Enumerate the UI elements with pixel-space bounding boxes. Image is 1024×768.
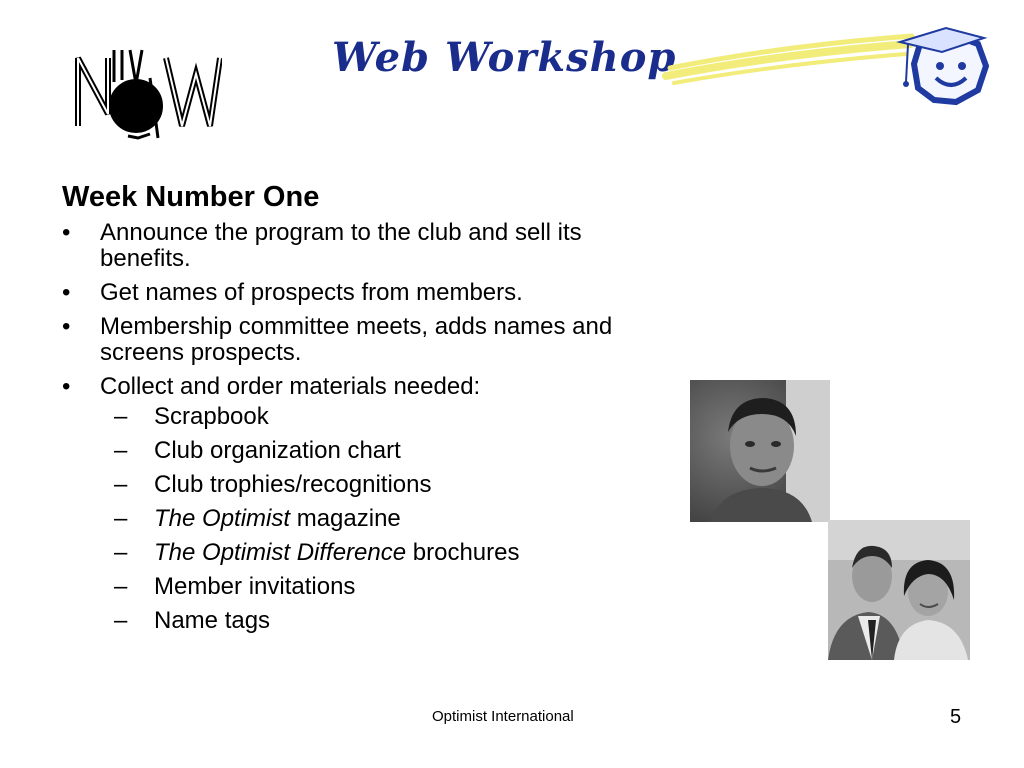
bullet-item [62, 314, 662, 366]
sub-item [100, 608, 662, 634]
sub-item [100, 404, 662, 430]
sub-item-italic: The Optimist [154, 505, 291, 532]
sub-item-text: Club organization chart [154, 437, 401, 464]
section-heading: Week Number One [62, 181, 320, 213]
sub-item [100, 540, 662, 566]
slide-content [62, 180, 662, 642]
sub-list [100, 404, 662, 634]
couple-portrait-photo [828, 520, 970, 660]
dash-icon: – [114, 573, 128, 600]
bullet-item [62, 374, 662, 634]
dash-icon: – [114, 437, 128, 464]
bullet-item [62, 220, 662, 272]
sub-item-text: brochures [406, 539, 520, 566]
now-logo-icon [70, 44, 222, 144]
sub-item [100, 438, 662, 464]
bullet-text: Collect and order materials needed: [100, 373, 481, 400]
sub-item [100, 472, 662, 498]
bullet-text: Membership committee meets, adds names and screens prospects. [100, 313, 613, 366]
sub-item-italic: The Optimist Difference [154, 539, 407, 566]
sub-item [100, 506, 662, 532]
bullet-text: Get names of prospects from members. [100, 279, 523, 306]
smiley-graduation-cap-icon [894, 22, 992, 108]
sub-item-text: Member invitations [154, 573, 356, 600]
page-number: 5 [950, 706, 962, 728]
sub-item-text: magazine [290, 505, 401, 532]
swoosh-stripes-icon [660, 26, 920, 96]
dash-icon: – [114, 539, 128, 566]
dash-icon: – [114, 505, 128, 532]
slide-header-title: Web Workshop [332, 34, 677, 81]
footer-organization: Optimist International [432, 708, 574, 725]
bullet-list [62, 220, 662, 634]
dash-icon: – [114, 471, 128, 498]
dash-icon: – [114, 403, 128, 430]
man-portrait-photo [690, 380, 830, 522]
bullet-icon: • [62, 279, 71, 306]
bullet-icon: • [62, 373, 71, 400]
bullet-text: Announce the program to the club and sell its benefits. [100, 219, 582, 272]
sub-item [100, 574, 662, 600]
bullet-icon: • [62, 313, 71, 340]
sub-item-text: Name tags [154, 607, 271, 634]
dash-icon: – [114, 607, 128, 634]
bullet-icon: • [62, 219, 71, 246]
sub-item-text: Scrapbook [154, 403, 269, 430]
sub-item-text: Club trophies/recognitions [154, 471, 432, 498]
bullet-item [62, 280, 662, 306]
